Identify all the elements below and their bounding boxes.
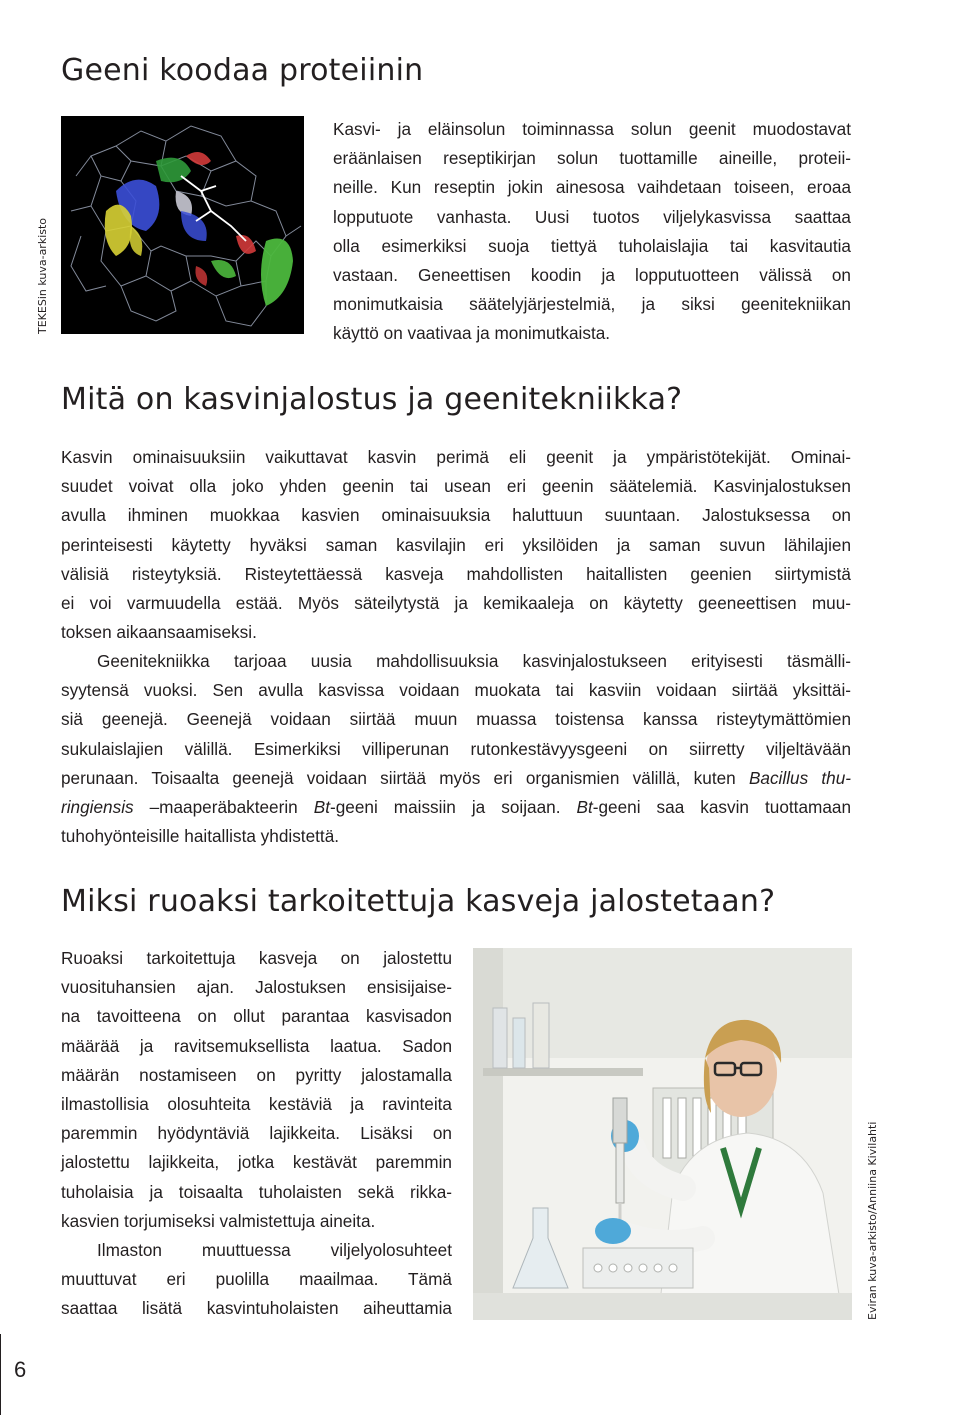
text-line: sukulaislajien välillä. Esimerkiksi villiperunan rutonkestävyysgeeni on siirretty viljeltävään — [61, 738, 851, 759]
text-line: määrää ja ravitsemuksellista laatua. Sadon — [61, 1035, 452, 1056]
text-line: neille. Kun reseptin jokin ainesosa vaihdetaan toiseen, eroaa — [333, 177, 851, 198]
text-line: Kasvi- ja eläinsolun toiminnassa solun geenit muodostavat — [333, 119, 851, 139]
text-line: perinteisesti käytetty hyväksi saman kasvilajin eri yksilöiden ja saman suvun lähilajien — [61, 534, 851, 555]
bt-italic: Bt — [313, 797, 330, 818]
species-name-italic: ringiensis — [61, 797, 134, 818]
text-line: jalostettu lajikkeita, jotka kestävät paremmin — [61, 1152, 452, 1173]
text-line: vuosituhansien ajan. Jalostuksen ensisijaise- — [61, 977, 452, 998]
text-run: –maaperäbakteerin — [133, 797, 314, 818]
text-line: ei voi varmuudella estää. Myös säteilytystä ja kemikaaleja on käytetty geeneettisen muu- — [61, 593, 851, 614]
text-line: syytensä vuoksi. Sen avulla kasvissa voidaan muokata tai kasviin voidaan siirtää yksittäi- — [61, 680, 851, 701]
heading-plant-breeding-gene-technology: Mitä on kasvinjalostus ja geenitekniikka? — [61, 382, 683, 417]
text-line: lopputuote vanhasta. Uusi tuotos viljelykasvissa saattaa — [333, 206, 851, 227]
text-line: na tavoitteena on ollut parantaa kasvisadon — [61, 1006, 452, 1027]
page-number: 6 — [14, 1357, 27, 1382]
text-line: eräänlaisen reseptikirjan solun tuottamille aineille, proteii- — [333, 148, 851, 169]
text-line: Ruoaksi tarkoitettuja kasveja on jalostettu — [61, 948, 452, 968]
text-line: saattaa lisätä kasvintuholaisten aiheuttamia — [61, 1298, 452, 1319]
text-line: käyttö on vaativaa ja monimutkaista. — [333, 323, 611, 344]
text-line: Kasvin ominaisuuksiin vaikuttavat kasvin perimä eli geenit ja ympäristötekijät. Ominai- — [61, 447, 851, 467]
text-line: kasvien torjumiseksi valmistettuja aineita. — [61, 1210, 376, 1231]
text-line: välisiä risteytyksiä. Risteytettäessä kasveja mahdollisten haitallisten geenien siirtymistä — [61, 563, 851, 584]
text-line: Ilmaston muuttuessa viljelyolosuhteet — [97, 1240, 452, 1260]
text-run: perunaan. Toisaalta geenejä voidaan siirtää myös eri organismien välillä, kuten — [61, 767, 749, 788]
text-line: siä geenejä. Geenejä voidaan siirtää muun muassa toistensa kanssa risteytymättömien — [61, 709, 851, 730]
heading-why-food-plants-bred: Miksi ruoaksi tarkoitettuja kasveja jalostetaan? — [61, 884, 776, 919]
text-line: olla esimerkiksi suoja tiettyä tuholaislajia tai kasvitautia — [333, 235, 851, 256]
breeding-paragraph-2 — [61, 647, 851, 851]
text-line: määrän nostamiseen on pyritty jalostamalla — [61, 1064, 452, 1085]
text-run: -geeni maissiin ja soijaan. — [329, 797, 577, 818]
text-line: vastaan. Geneettisen koodin ja lopputuotteen välissä on — [333, 265, 851, 286]
molecule-image-credit: TEKESin kuva-arkisto — [36, 217, 49, 334]
food-plants-paragraph-2 — [61, 1236, 452, 1324]
bt-italic: Bt — [576, 797, 593, 818]
text-run: -geeni saa kasvin tuottamaan — [592, 797, 852, 818]
molecule-structure-image — [61, 116, 304, 334]
text-line: ilmastollisia olosuhteita kestäviä ja ravinteita — [61, 1094, 452, 1115]
species-name-italic: Bacillus thu- — [748, 767, 851, 788]
heading-gene-codes-protein: Geeni koodaa proteiinin — [61, 53, 424, 88]
text-line — [61, 793, 851, 822]
text-line: paremmin hyödyntäviä lajikkeita. Lisäksi on — [61, 1123, 452, 1144]
breeding-paragraph-1 — [61, 443, 851, 647]
text-line: monimutkaisia säätelyjärjestelmiä, ja siksi geenitekniikan — [333, 294, 851, 315]
lab-photo-credit: Eviran kuva-arkisto/Anniina Kivilahti — [866, 1121, 879, 1320]
text-line: tuhohyönteisille haitallista yhdistettä. — [61, 826, 340, 847]
page-margin-rule — [0, 1334, 1, 1415]
text-line: suudet voivat olla joko yhden geenin tai usean eri geenin säätelemiä. Kasvinjalostuksen — [61, 476, 851, 497]
intro-paragraph — [333, 115, 851, 349]
text-line — [61, 764, 851, 793]
text-line: toksen aikaansaamiseksi. — [61, 622, 257, 643]
food-plants-paragraph-1 — [61, 944, 452, 1236]
text-line: tuholaisia ja toisaalta tuholaisten sekä rikka- — [61, 1181, 452, 1202]
text-line: avulla ihminen muokkaa kasvien ominaisuuksia haluttuun suuntaan. Jalostuksessa on — [61, 505, 851, 526]
text-line: Geenitekniikka tarjoaa uusia mahdollisuuksia kasvinjalostukseen erityisesti täsmälli- — [97, 651, 851, 671]
lab-researcher-photo — [473, 948, 852, 1320]
text-line: muuttuvat eri puolilla maailmaa. Tämä — [61, 1269, 452, 1290]
